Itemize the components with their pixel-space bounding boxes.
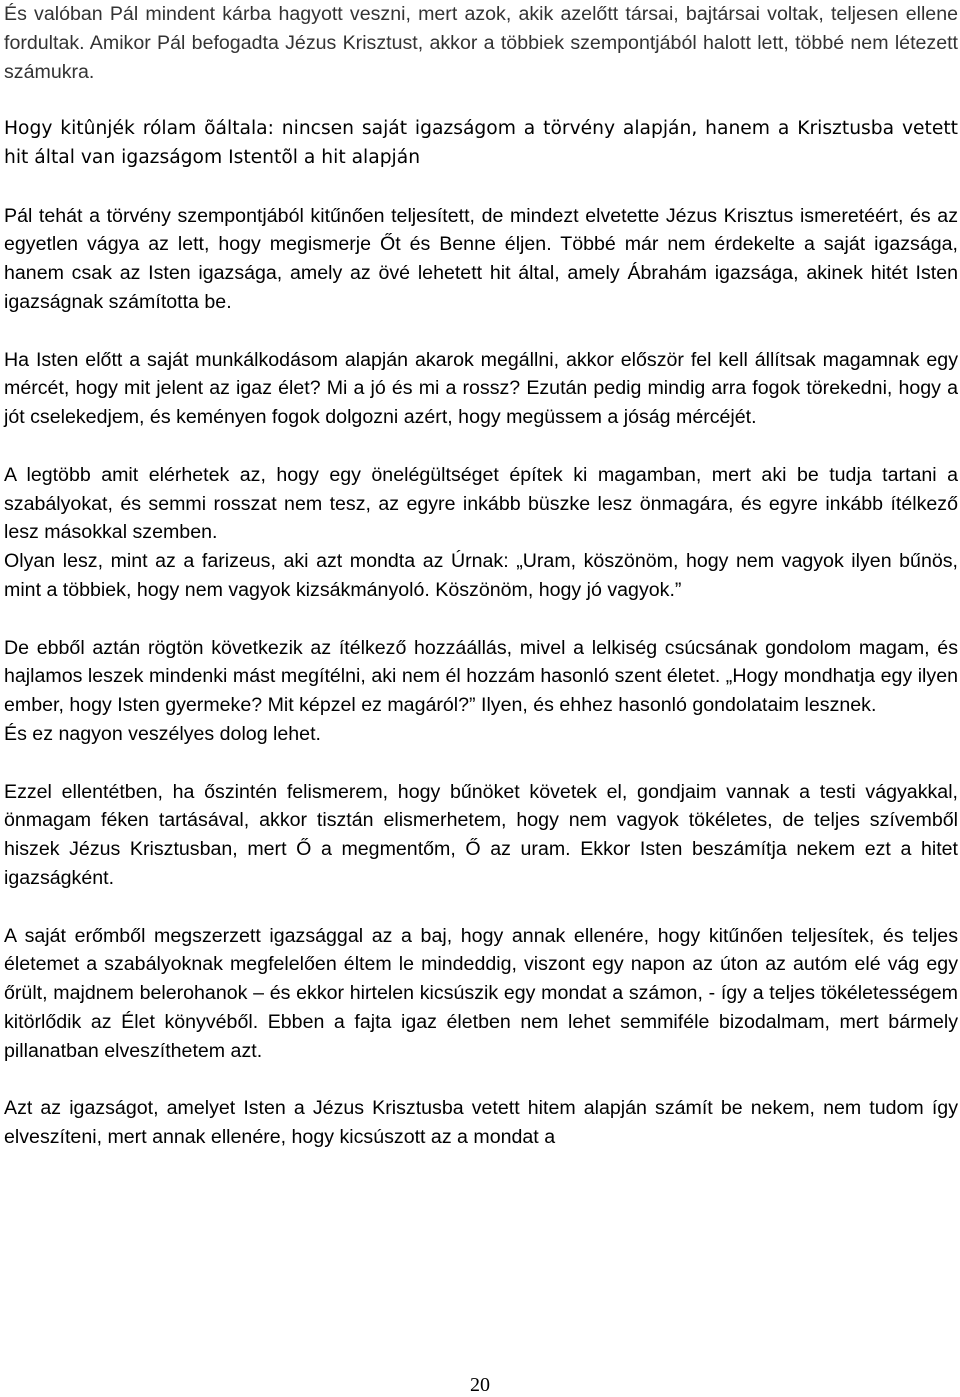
page-number: 20 bbox=[470, 1374, 490, 1396]
paragraph-4: A legtöbb amit elérhetek az, hogy egy önelégültséget építek ki magamban, mert aki be tudja tartani a szabályokat, és semmi rosszat nem tesz, az egyre inkább büszke lesz önmagára, és egyre inkább ítélkező lesz másokkal szemben. bbox=[4, 463, 958, 544]
paragraph-2: Pál tehát a törvény szempontjából kitűnően teljesített, de mindezt elvetette Jézus Krisztus ismeretéért, és az egyetlen vágya az lett, hogy megismerje Őt és Benne éljen. Többé már nem érdekelte a saját igazsága, hanem csak az Isten igazsága, amely az övé lehetett hit által, amely Ábrahám igazsága, akinek hitét Isten igazságnak számította be. bbox=[4, 204, 958, 313]
paragraph-10: Azt az igazságot, amelyet Isten a Jézus Krisztusba vetett hitem alapján számít be nekem, nem tudom így elveszíteni, mert annak ellenére, hogy kicsúszott az a mondat a bbox=[4, 1097, 958, 1149]
paragraph-3: Ha Isten előtt a saját munkálkodásom alapján akarok megállni, akkor először fel kell állítsak magamnak egy mércét, hogy mit jelent az igaz élet? Mi a jó és mi a rossz? Ezután pedig mindig arra fogok törekedni, hogy a jót cselekedjem, és keményen fogok dolgozni azért, hogy megüssem a jóság mércéjét. bbox=[4, 348, 958, 429]
scripture-quote: Hogy kitûnjék rólam õáltala: nincsen saját igazságom a törvény alapján, hanem a Krisztusba vetett hit által van igazságom Istentõl a hit alapján bbox=[4, 118, 958, 168]
paragraph-1: És valóban Pál mindent kárba hagyott veszni, mert azok, akik azelőtt társai, bajtársai voltak, teljesen ellene fordultak. Amikor Pál befogadta Jézus Krisztust, akkor a többiek szempontjából halott lett, többé nem létezett számukra. bbox=[4, 3, 958, 83]
paragraph-5: Olyan lesz, mint az a farizeus, aki azt mondta az Úrnak: „Uram, köszönöm, hogy nem vagyok ilyen bűnös, mint a többiek, hogy nem vagyok kizsákmányoló. Köszönöm, hogy jó vagyok.” bbox=[4, 550, 958, 601]
paragraph-9: A saját erőmből megszerzett igazsággal az a baj, hogy annak ellenére, hogy kitűnően teljesítek, és teljes életemet a szabályoknak megfelelően éltem le mindeddig, viszont egy napon az úton az autóm elé vág egy őrült, majdnem belerohanok – és ekkor hirtelen kicsúszik egy mondat a számon, - így a teljes tökéletességem kitörlődik az Élet könyvéből. Ebben a fajta igaz életben nem lehet semmiféle bizodalmam, mert bármely pillanatban elveszíthetem azt. bbox=[4, 924, 958, 1062]
paragraph-8: Ezzel ellentétben, ha őszintén felismerem, hogy bűnöket követek el, gondjaim vannak a testi vágyakkal, önmagam féken tartásával, akkor tisztán elismerhetem, hogy nem vagyok tökéletes, de teljes szívemből hiszek Jézus Krisztusban, mert Ő a megmentőm, Ő az uram. Ekkor Isten beszámítja nekem ezt a hitet igazságként. bbox=[4, 780, 958, 889]
document-page bbox=[4, 0, 958, 1152]
paragraph-6: De ebből aztán rögtön következik az ítélkező hozzáállás, mivel a lelkiség csúcsának gondolom magam, és hajlamos leszek mindenki mást megítélni, aki nem él hozzám hasonló szent életet. „Hogy mondhatja egy ilyen ember, hogy Isten gyermeke? Mit képzel ez magáról?” Ilyen, és ehhez hasonló gondolataim lesznek. bbox=[4, 636, 958, 717]
paragraph-7: És ez nagyon veszélyes dolog lehet. bbox=[4, 722, 321, 745]
